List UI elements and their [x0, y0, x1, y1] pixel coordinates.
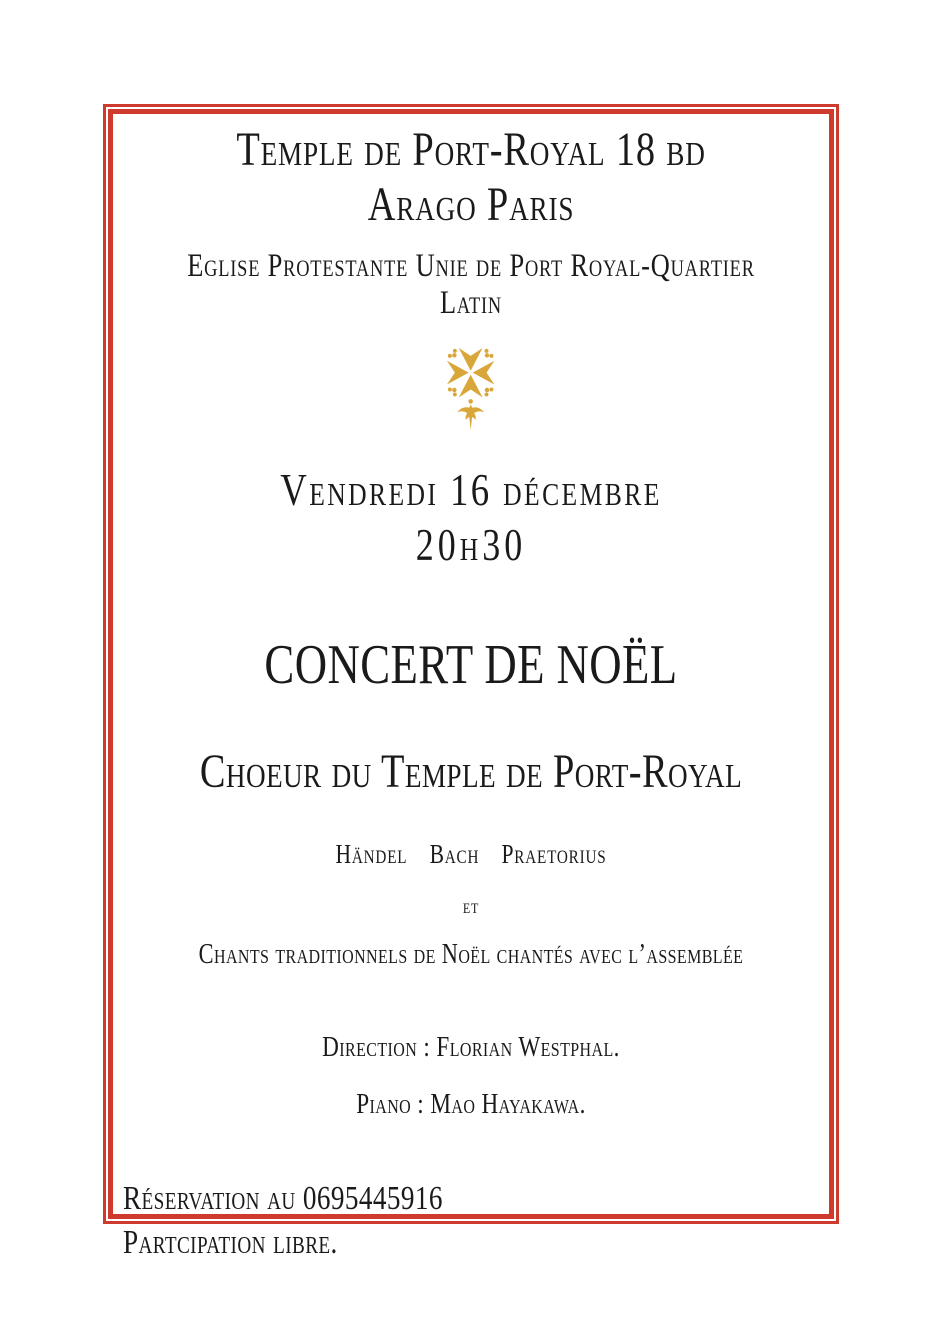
- conjunction-et: et: [462, 893, 480, 918]
- huguenot-cross-icon: [113, 342, 829, 436]
- choir-name: Choeur du Temple de Port-Royal: [199, 744, 743, 798]
- venue-title: Temple de Port-Royal 18 bd Arago Paris: [236, 123, 714, 232]
- program-note: Chants traditionnels de Noël chantés avec l’assemblée: [198, 938, 744, 970]
- event-time: 20h30: [415, 520, 527, 571]
- composers-line: Händel Bach Praetorius: [335, 838, 607, 869]
- participation-line: Partcipation libre.: [123, 1224, 338, 1262]
- event-date: Vendredi 16 décembre: [280, 464, 662, 516]
- reservation-line: Réservation au 0695445916: [123, 1179, 443, 1217]
- direction-credit: Direction : Florian Westphal.: [322, 1030, 620, 1063]
- event-title: CONCERT DE NOËL: [264, 634, 678, 697]
- decorative-double-border: [103, 104, 839, 1262]
- church-subtitle: Eglise Protestante Unie de Port Royal-Quartier Latin: [187, 248, 763, 322]
- inner-border-line: [108, 109, 834, 1262]
- piano-credit: Piano : Mao Hayakawa.: [356, 1087, 586, 1120]
- poster-content: [113, 114, 829, 1262]
- footer-info: [113, 1177, 829, 1265]
